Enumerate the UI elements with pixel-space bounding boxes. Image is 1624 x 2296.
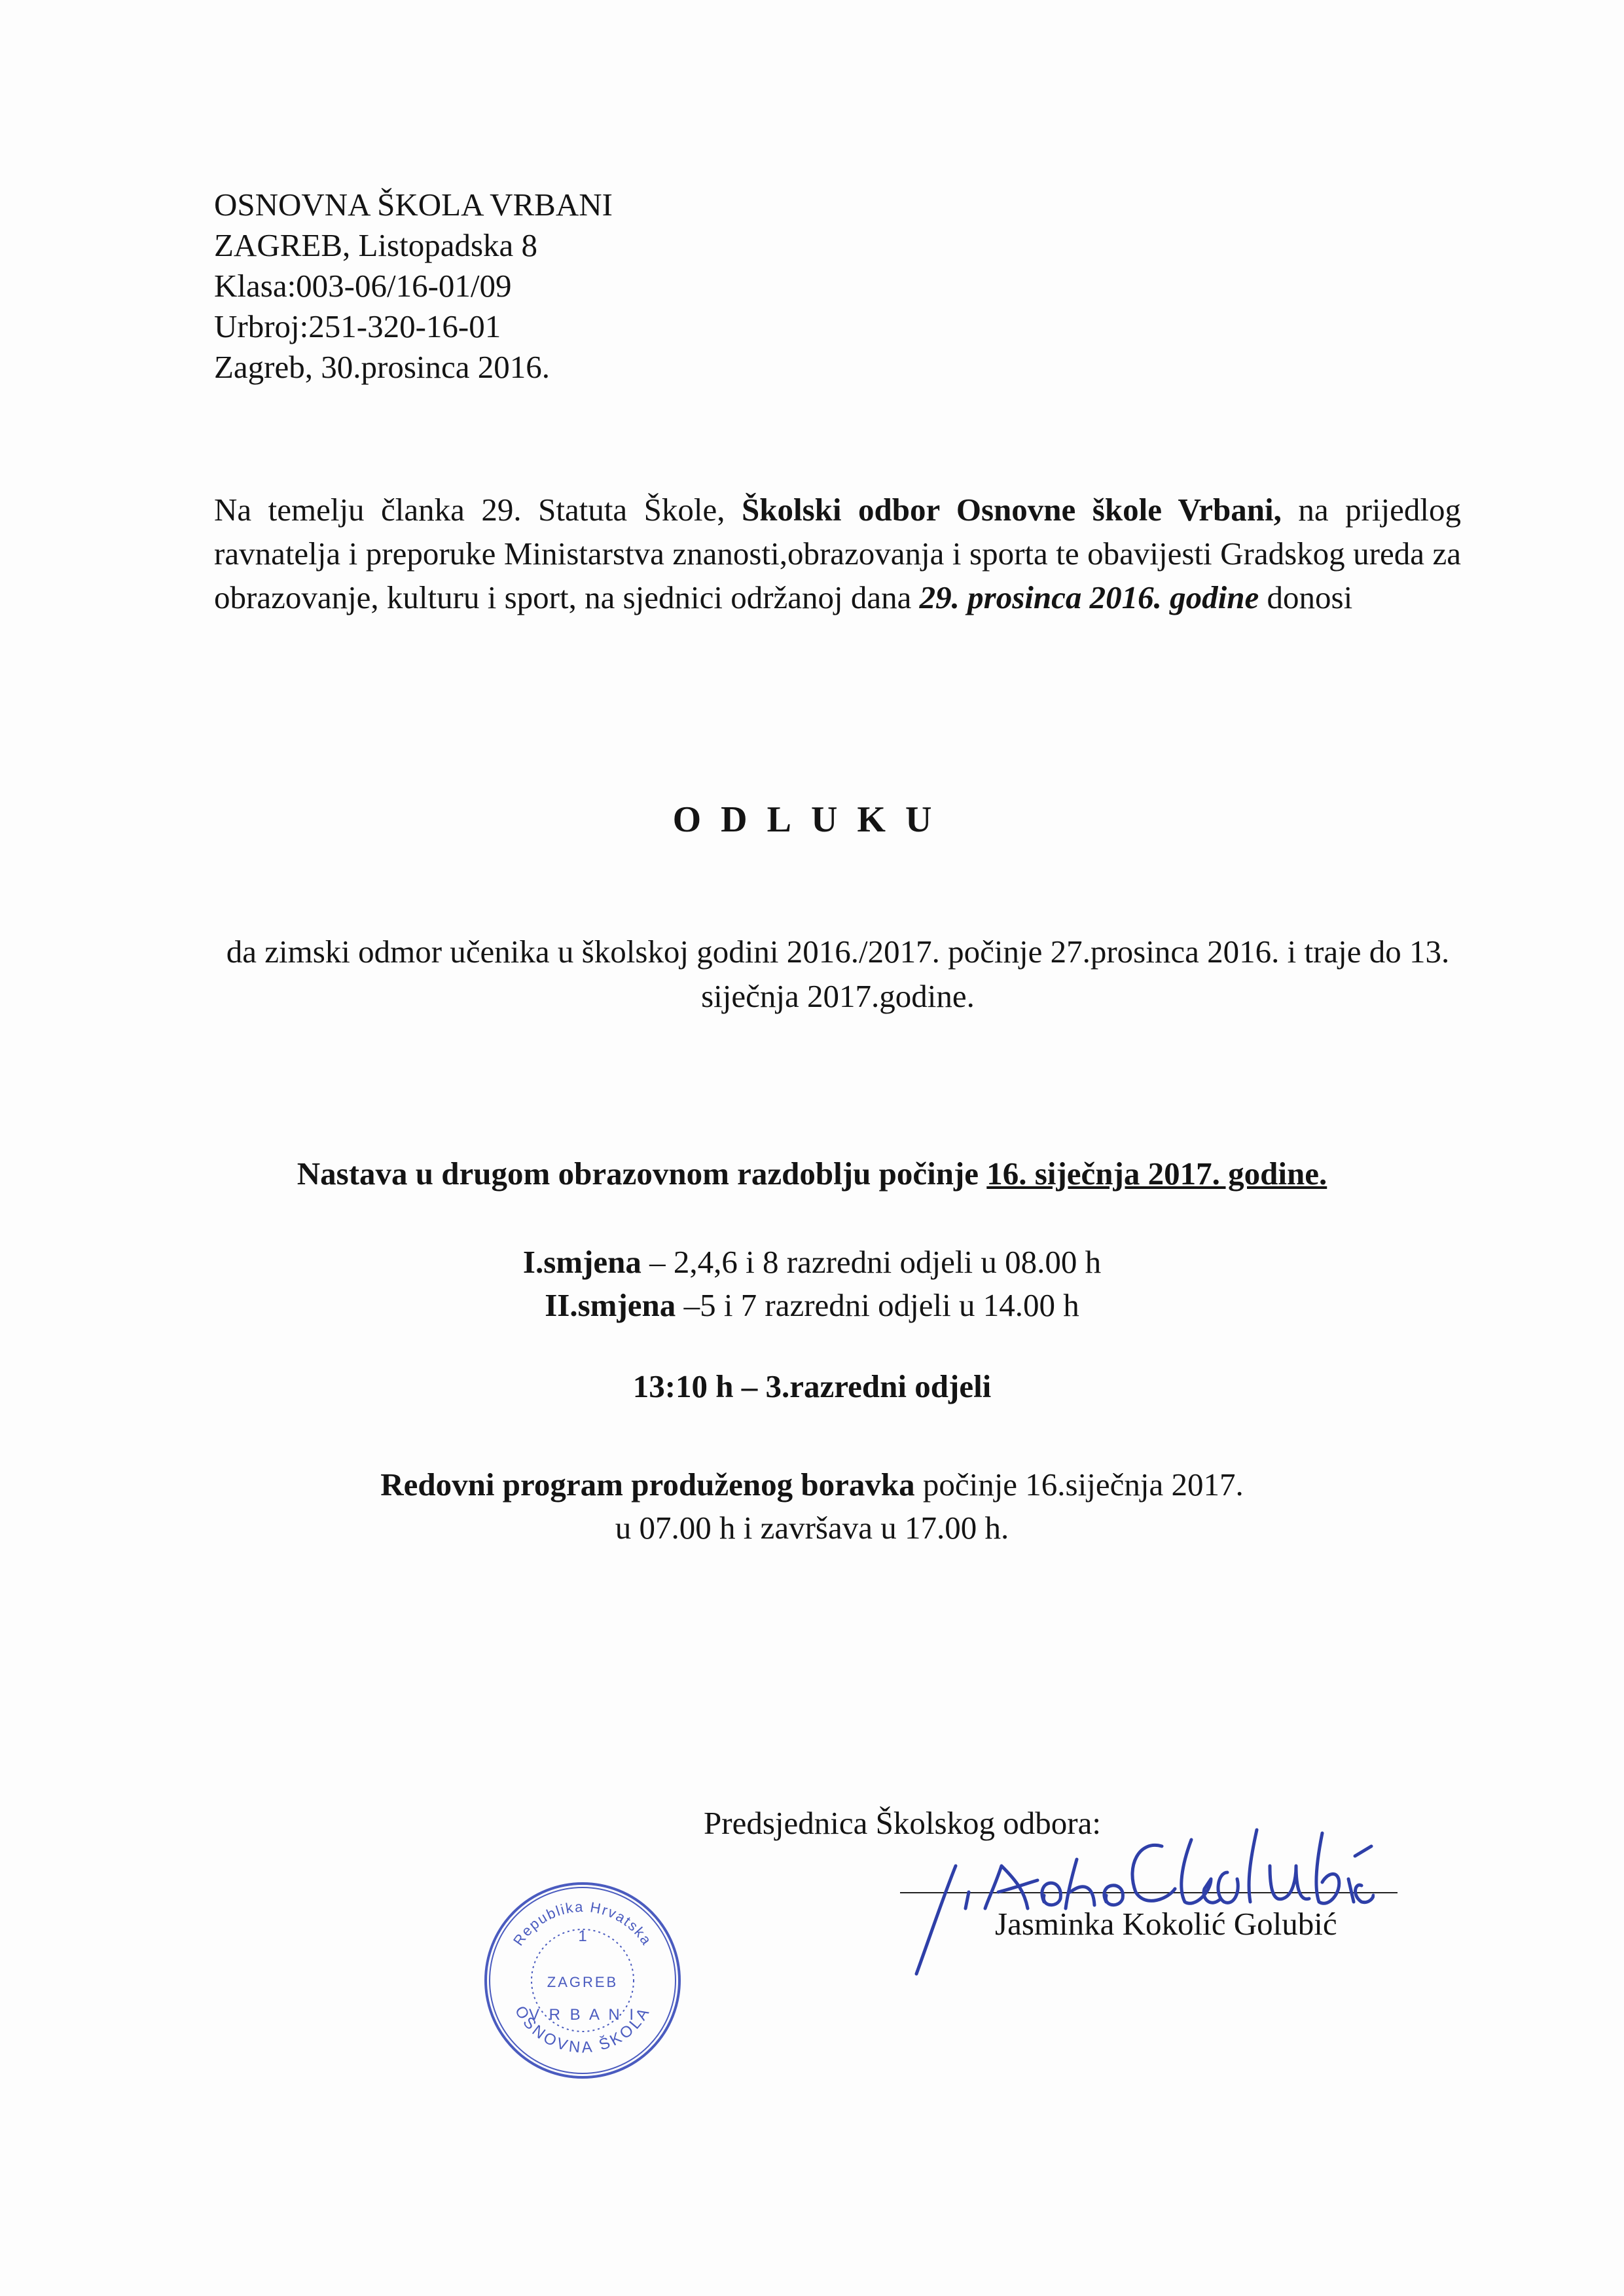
signature-role: Predsjednica Školskog odbora: (704, 1805, 1101, 1841)
school-name: OSNOVNA ŠKOLA VRBANI (214, 187, 613, 223)
urbroj-number: Urbroj:251-320-16-01 (214, 308, 501, 344)
stamp-school-letters: V R B A N I (528, 2006, 637, 2024)
board-name: Školski odbor Osnovne škole Vrbani, (742, 492, 1282, 528)
daycare-program (0, 1463, 1624, 1550)
second-shift-label: II.smjena (545, 1287, 676, 1323)
handwritten-signature (903, 1768, 1375, 1984)
stamp-city: ZAGREB (547, 1974, 619, 1990)
second-term-lead: Nastava u drugom obrazovnom razdoblju počinje (297, 1156, 987, 1192)
third-grade-line (0, 1365, 1624, 1408)
decision-text: da zimski odmor učenika u školskoj godini 2016./2017. počinje 27.prosinca 2016. i traje do 13. siječnja 2017.godine. (226, 934, 1450, 1014)
second-term-date: 16. siječnja 2017. godine. (986, 1156, 1327, 1192)
session-date: 29. prosinca 2016. godine (919, 579, 1259, 615)
intro-text-1: Na temelju članka 29. Statuta Škole, (214, 492, 742, 528)
second-term-line (0, 1152, 1624, 1195)
intro-text-2: na prijedlog ravnatelja i preporuke Ministarstva znanosti,obrazovanja i sporta te obavijesti Gradskog ureda za obrazovanje, kulturu i sport, na sjednici održanoj dana (214, 492, 1462, 615)
second-shift-text: –5 i 7 razredni odjeli u 14.00 h (676, 1287, 1079, 1323)
klasa-number: Klasa:003-06/16-01/09 (214, 268, 512, 304)
daycare-start: počinje 16.siječnja 2017. (914, 1467, 1244, 1503)
shift-schedule (0, 1241, 1624, 1327)
first-shift-text: – 2,4,6 i 8 razredni odjeli u 08.00 h (641, 1244, 1102, 1280)
daycare-line-1 (0, 1463, 1624, 1506)
daycare-line-2: u 07.00 h i završava u 17.00 h. (615, 1510, 1009, 1546)
school-address: ZAGREB, Listopadska 8 (214, 227, 538, 263)
decision-title: ODLUKU (672, 799, 952, 840)
daycare-label: Redovni program produženog boravka (380, 1467, 915, 1503)
intro-text-3: donosi (1259, 579, 1353, 615)
stamp-number: 1 (578, 1927, 587, 1945)
first-shift-label: I.smjena (522, 1244, 641, 1280)
second-shift (0, 1284, 1624, 1327)
letterhead (214, 185, 613, 388)
intro-paragraph (214, 488, 1461, 619)
first-shift (0, 1241, 1624, 1284)
school-stamp (481, 1879, 684, 2082)
document-date: Zagreb, 30.prosinca 2016. (214, 349, 550, 385)
stamp-country: Republika Hrvatska (509, 1898, 656, 1949)
stamp-school-type: OSNOVNA ŠKOLA (511, 2003, 655, 2057)
third-grade-text: 13:10 h – 3.razredni odjeli (632, 1368, 992, 1404)
signatory-name: Jasminka Kokolić Golubić (995, 1906, 1337, 1942)
